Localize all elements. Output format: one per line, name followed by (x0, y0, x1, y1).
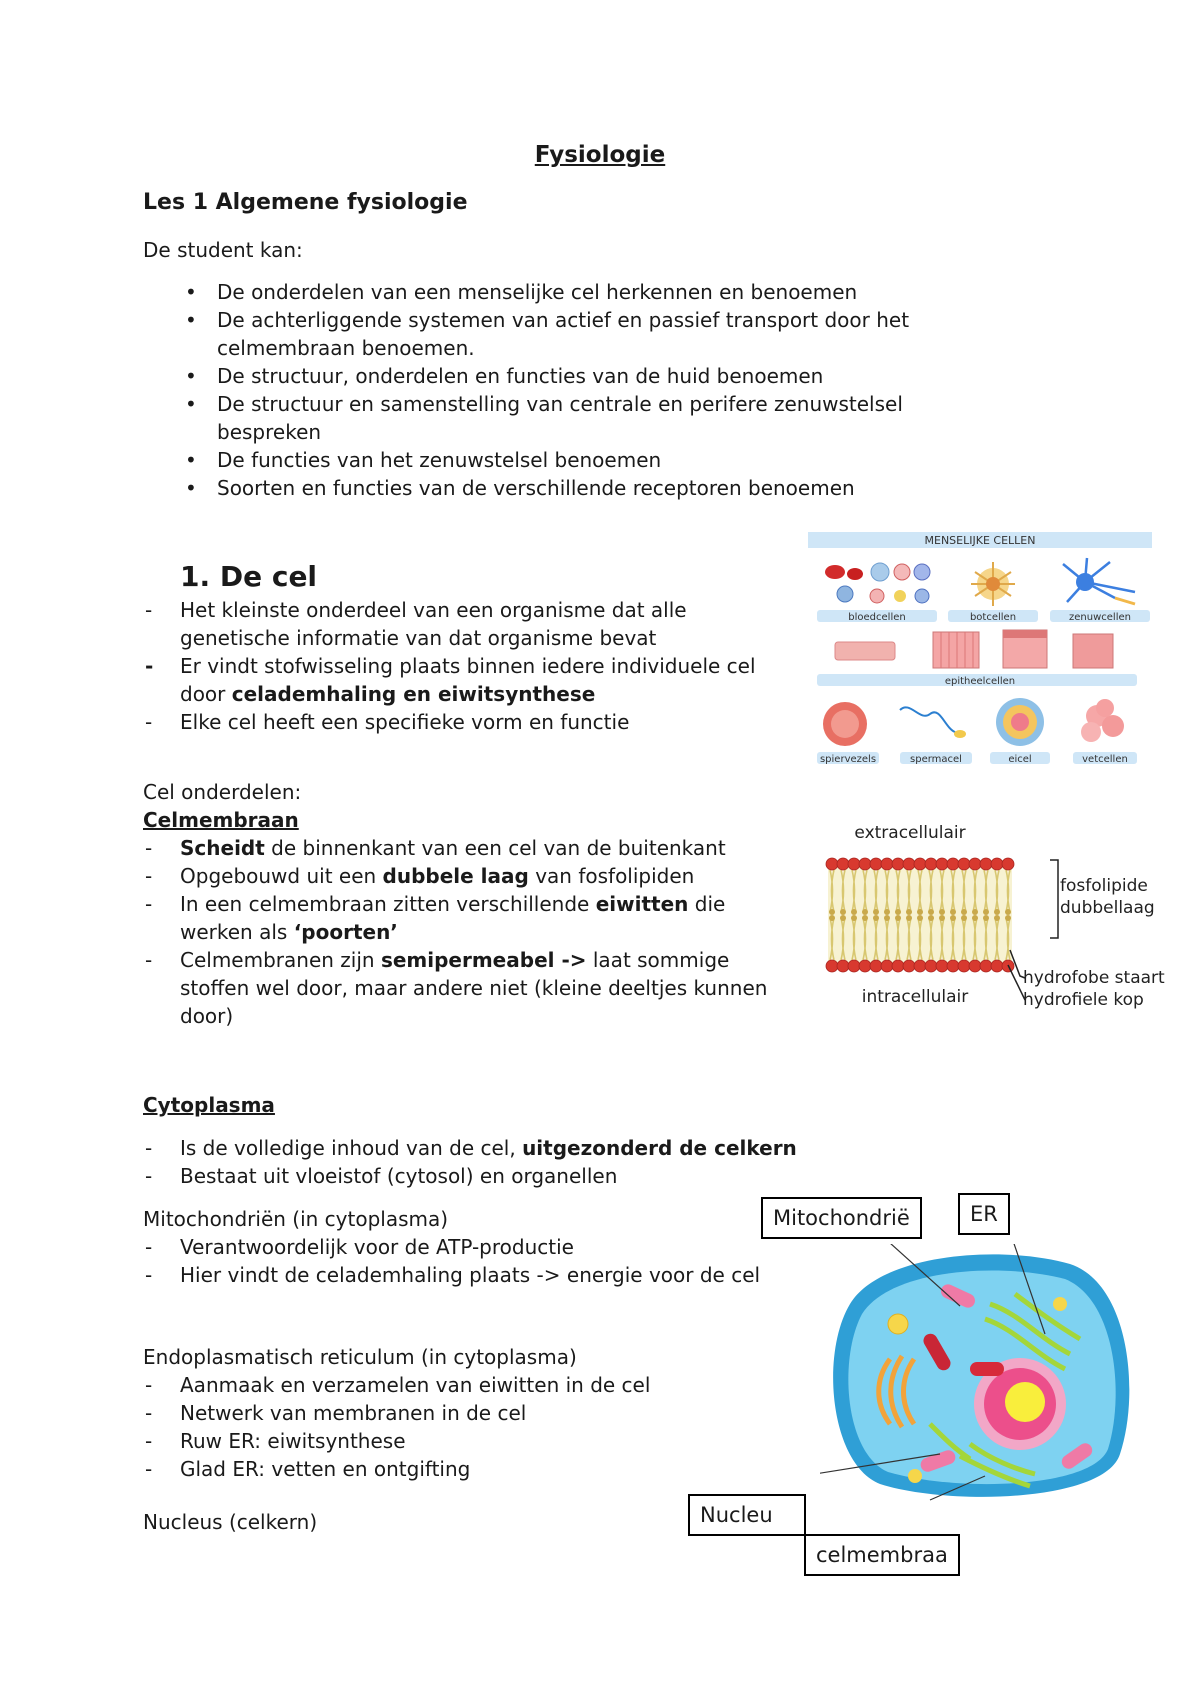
list-item: - Opgebouwd uit een dubbele laag van fosfolipiden (143, 862, 803, 890)
extracellular-label: extracellulair (854, 823, 966, 843)
list-item: - Elke cel heeft een specifieke vorm en functie (143, 708, 793, 736)
cell-definition-list (143, 596, 793, 736)
list-item: - Is de volledige inhoud van de cel, uitgezonderd de celkern (143, 1134, 903, 1162)
list-item: - Netwerk van membranen in de cel (143, 1399, 803, 1427)
intro-text: De student kan: (143, 238, 303, 262)
bilayer-bracket (1050, 860, 1058, 938)
nucleus-heading: Nucleus (celkern) (143, 1510, 318, 1534)
list-item: - Aanmaak en verzamelen van eiwitten in de cel (143, 1371, 803, 1399)
er-list (143, 1371, 803, 1483)
figure-label: spermacel (910, 754, 962, 765)
learning-objectives-list (175, 278, 1005, 502)
animal-cell-figure (820, 1244, 1140, 1502)
celmembraan-list (143, 834, 803, 1030)
cytoplasma-heading: Cytoplasma (143, 1093, 275, 1117)
list-item: - Verantwoordelijk voor de ATP-productie (143, 1233, 803, 1261)
nucleolus (1005, 1382, 1045, 1422)
section-heading: 1. De cel (180, 560, 318, 593)
cytoplasma-list (143, 1134, 903, 1190)
nucleus-label: Nucleu (688, 1494, 806, 1536)
list-item: - Het kleinste onderdeel van een organisme dat alle genetische informatie van dat organisme bevat (143, 596, 793, 652)
phospholipid-bilayer-figure (820, 820, 1180, 1020)
figure-label: spiervezels (819, 754, 877, 765)
figure-title: MENSELIJKE CELLEN (924, 534, 1036, 547)
bilayer-label: dubbellaag (1060, 898, 1155, 918)
list-item: - Bestaat uit vloeistof (cytosol) en organellen (143, 1162, 903, 1190)
objective-item: • De structuur en samenstelling van centrale en perifere zenuwstelsel bespreken (175, 390, 1005, 446)
list-item: - Er vindt stofwisseling plaats binnen iedere individuele cel door celademhaling en eiwitsynthese (143, 652, 793, 708)
objective-item: • De onderdelen van een menselijke cel herkennen en benoemen (175, 278, 1005, 306)
list-item: - In een celmembraan zitten verschillende eiwitten die werken als ‘poorten’ (143, 890, 803, 946)
celmembraan-heading: Celmembraan (143, 808, 299, 832)
head-label: hydrofiele kop (1023, 990, 1144, 1010)
objective-item: • De achterliggende systemen van actief en passief transport door het celmembraan benoemen. (175, 306, 1005, 362)
mitochondria-list (143, 1233, 803, 1289)
list-item: - Ruw ER: eiwitsynthese (143, 1427, 803, 1455)
er-heading: Endoplasmatisch reticulum (in cytoplasma) (143, 1345, 577, 1369)
objective-item: • Soorten en functies van de verschillende receptoren benoemen (175, 474, 1005, 502)
egg-cell-icon (996, 698, 1044, 746)
list-item: - Scheidt de binnenkant van een cel van de buitenkant (143, 834, 803, 862)
figure-label: zenuwcellen (1069, 612, 1131, 623)
list-item: - Glad ER: vetten en ontgifting (143, 1455, 803, 1483)
cel-onderdelen-label: Cel onderdelen: (143, 780, 302, 804)
muscle-fiber-icon (823, 702, 867, 746)
objective-item: • De structuur, onderdelen en functies van de huid benoemen (175, 362, 1005, 390)
intracellular-label: intracellulair (861, 987, 969, 1007)
tail-label: hydrofobe staart (1023, 968, 1165, 988)
objective-item: • De functies van het zenuwstelsel benoemen (175, 446, 1005, 474)
mitochondria-label: Mitochondrië (761, 1197, 922, 1239)
figure-label: eicel (1008, 754, 1032, 765)
lesson-heading: Les 1 Algemene fysiologie (143, 190, 468, 215)
mitochondria-heading: Mitochondriën (in cytoplasma) (143, 1207, 449, 1231)
list-item: - Celmembranen zijn semipermeabel -> laat sommige stoffen wel door, maar andere niet (kleine deeltjes kunnen door) (143, 946, 803, 1030)
list-item: - Hier vindt de celademhaling plaats -> energie voor de cel (143, 1261, 803, 1289)
bilayer-label: fosfolipide (1060, 876, 1148, 896)
figure-label: bloedcellen (848, 612, 906, 623)
figure-label: epitheelcellen (944, 676, 1016, 687)
cell-membrane-label: celmembraa (804, 1534, 960, 1576)
er-label: ER (958, 1193, 1010, 1235)
document-title: Fysiologie (534, 142, 666, 168)
figure-label: vetcellen (1082, 754, 1128, 765)
figure-label: botcellen (969, 612, 1017, 623)
human-cells-figure (805, 532, 1155, 768)
